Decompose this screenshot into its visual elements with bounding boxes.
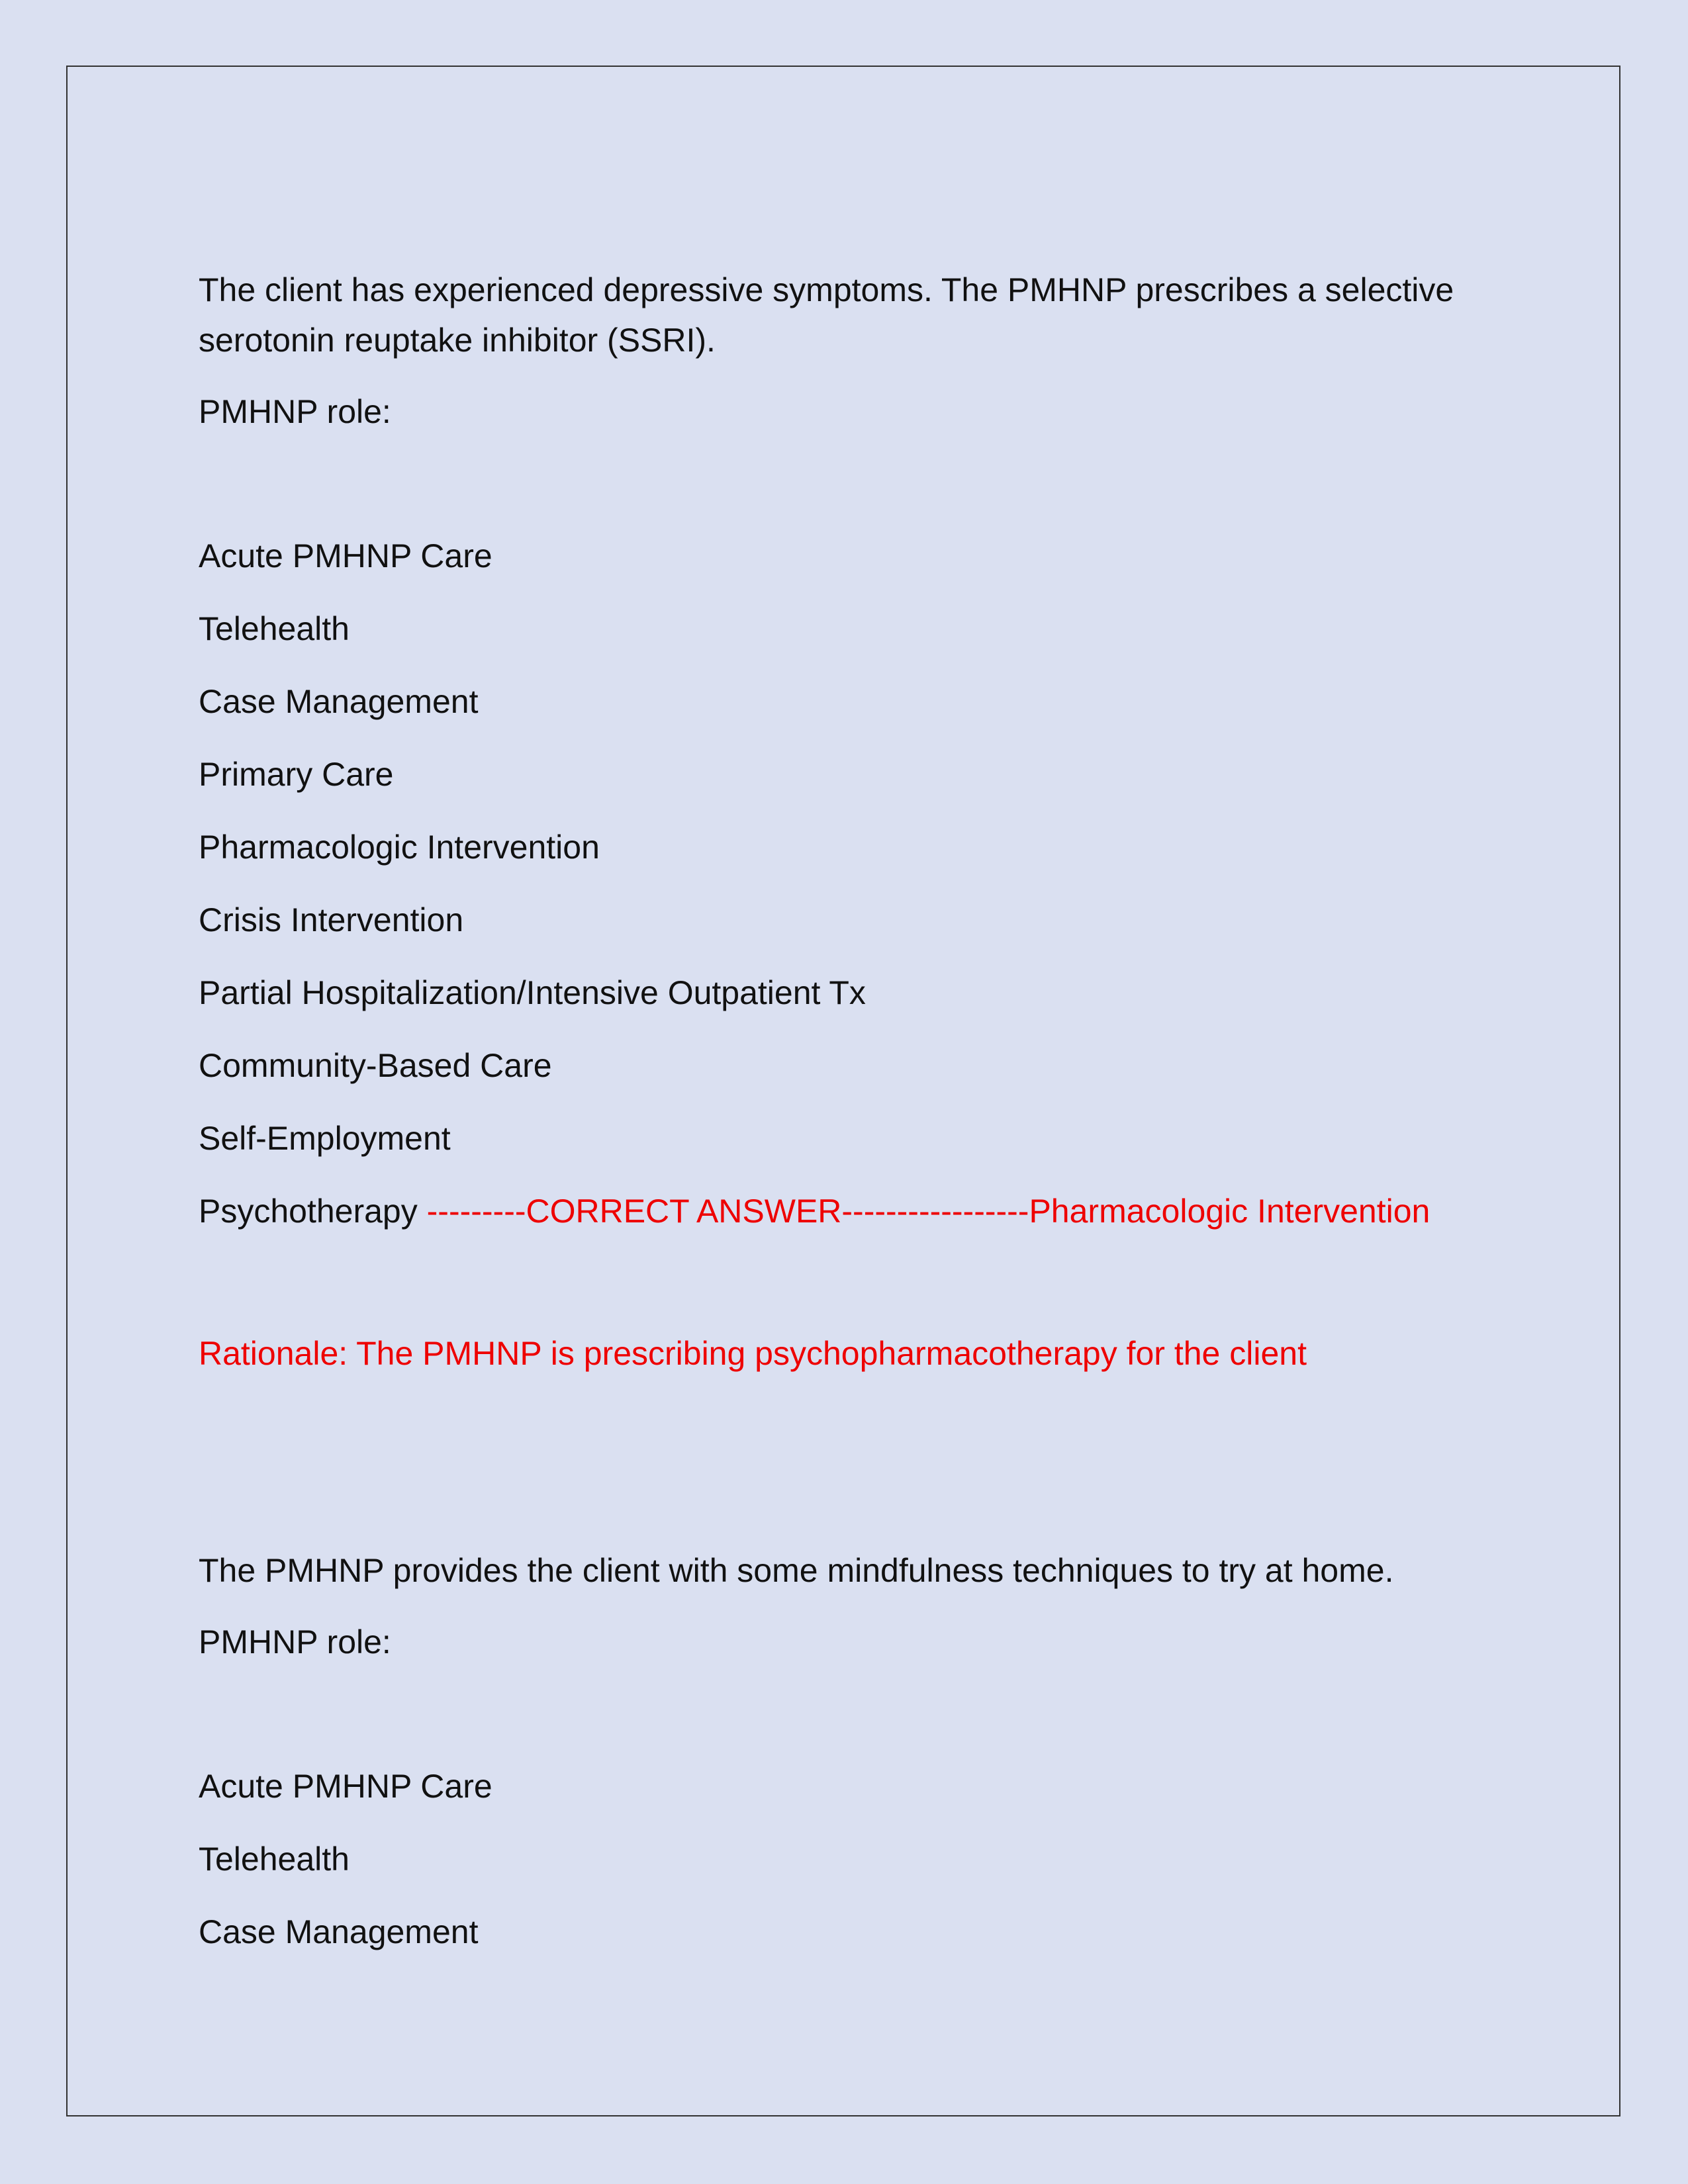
question-1-option-psychotherapy: Psychotherapy	[199, 1193, 418, 1230]
question-1-option-pharmacologic-intervention: Pharmacologic Intervention	[199, 829, 600, 866]
correct-answer-marker: ---------CORRECT ANSWER-----------------Pharmacologic Intervention	[417, 1193, 1430, 1230]
question-2-option-telehealth: Telehealth	[199, 1841, 350, 1878]
question-1-option-crisis-intervention: Crisis Intervention	[199, 901, 464, 938]
question-2-option-acute-care: Acute PMHNP Care	[199, 1768, 492, 1805]
question-1-role-label: PMHNP role:	[199, 393, 391, 430]
question-1	[199, 265, 1562, 1379]
question-1-option-case-management: Case Management	[199, 683, 479, 720]
question-2-role-label: PMHNP role:	[199, 1623, 391, 1661]
question-2	[199, 1545, 1562, 1957]
question-1-option-partial-hospitalization: Partial Hospitalization/Intensive Outpatient Tx	[199, 974, 866, 1011]
document-content	[199, 265, 1562, 1979]
question-2-option-case-management: Case Management	[199, 1913, 479, 1950]
question-1-option-psychotherapy-line	[199, 1186, 1562, 1236]
question-2-stem: The PMHNP provides the client with some mindfulness techniques to try at home.	[199, 1552, 1394, 1589]
question-1-option-telehealth: Telehealth	[199, 610, 350, 647]
question-1-option-primary-care: Primary Care	[199, 756, 394, 793]
question-1-option-self-employment: Self-Employment	[199, 1120, 451, 1157]
question-1-stem: The client has experienced depressive symptoms. The PMHNP prescribes a selective serotonin reuptake inhibitor (SSRI).	[199, 271, 1454, 359]
question-1-rationale: Rationale: The PMHNP is prescribing psychopharmacotherapy for the client	[199, 1335, 1307, 1372]
question-1-option-community-based-care: Community-Based Care	[199, 1047, 552, 1084]
question-1-option-acute-care: Acute PMHNP Care	[199, 537, 492, 574]
